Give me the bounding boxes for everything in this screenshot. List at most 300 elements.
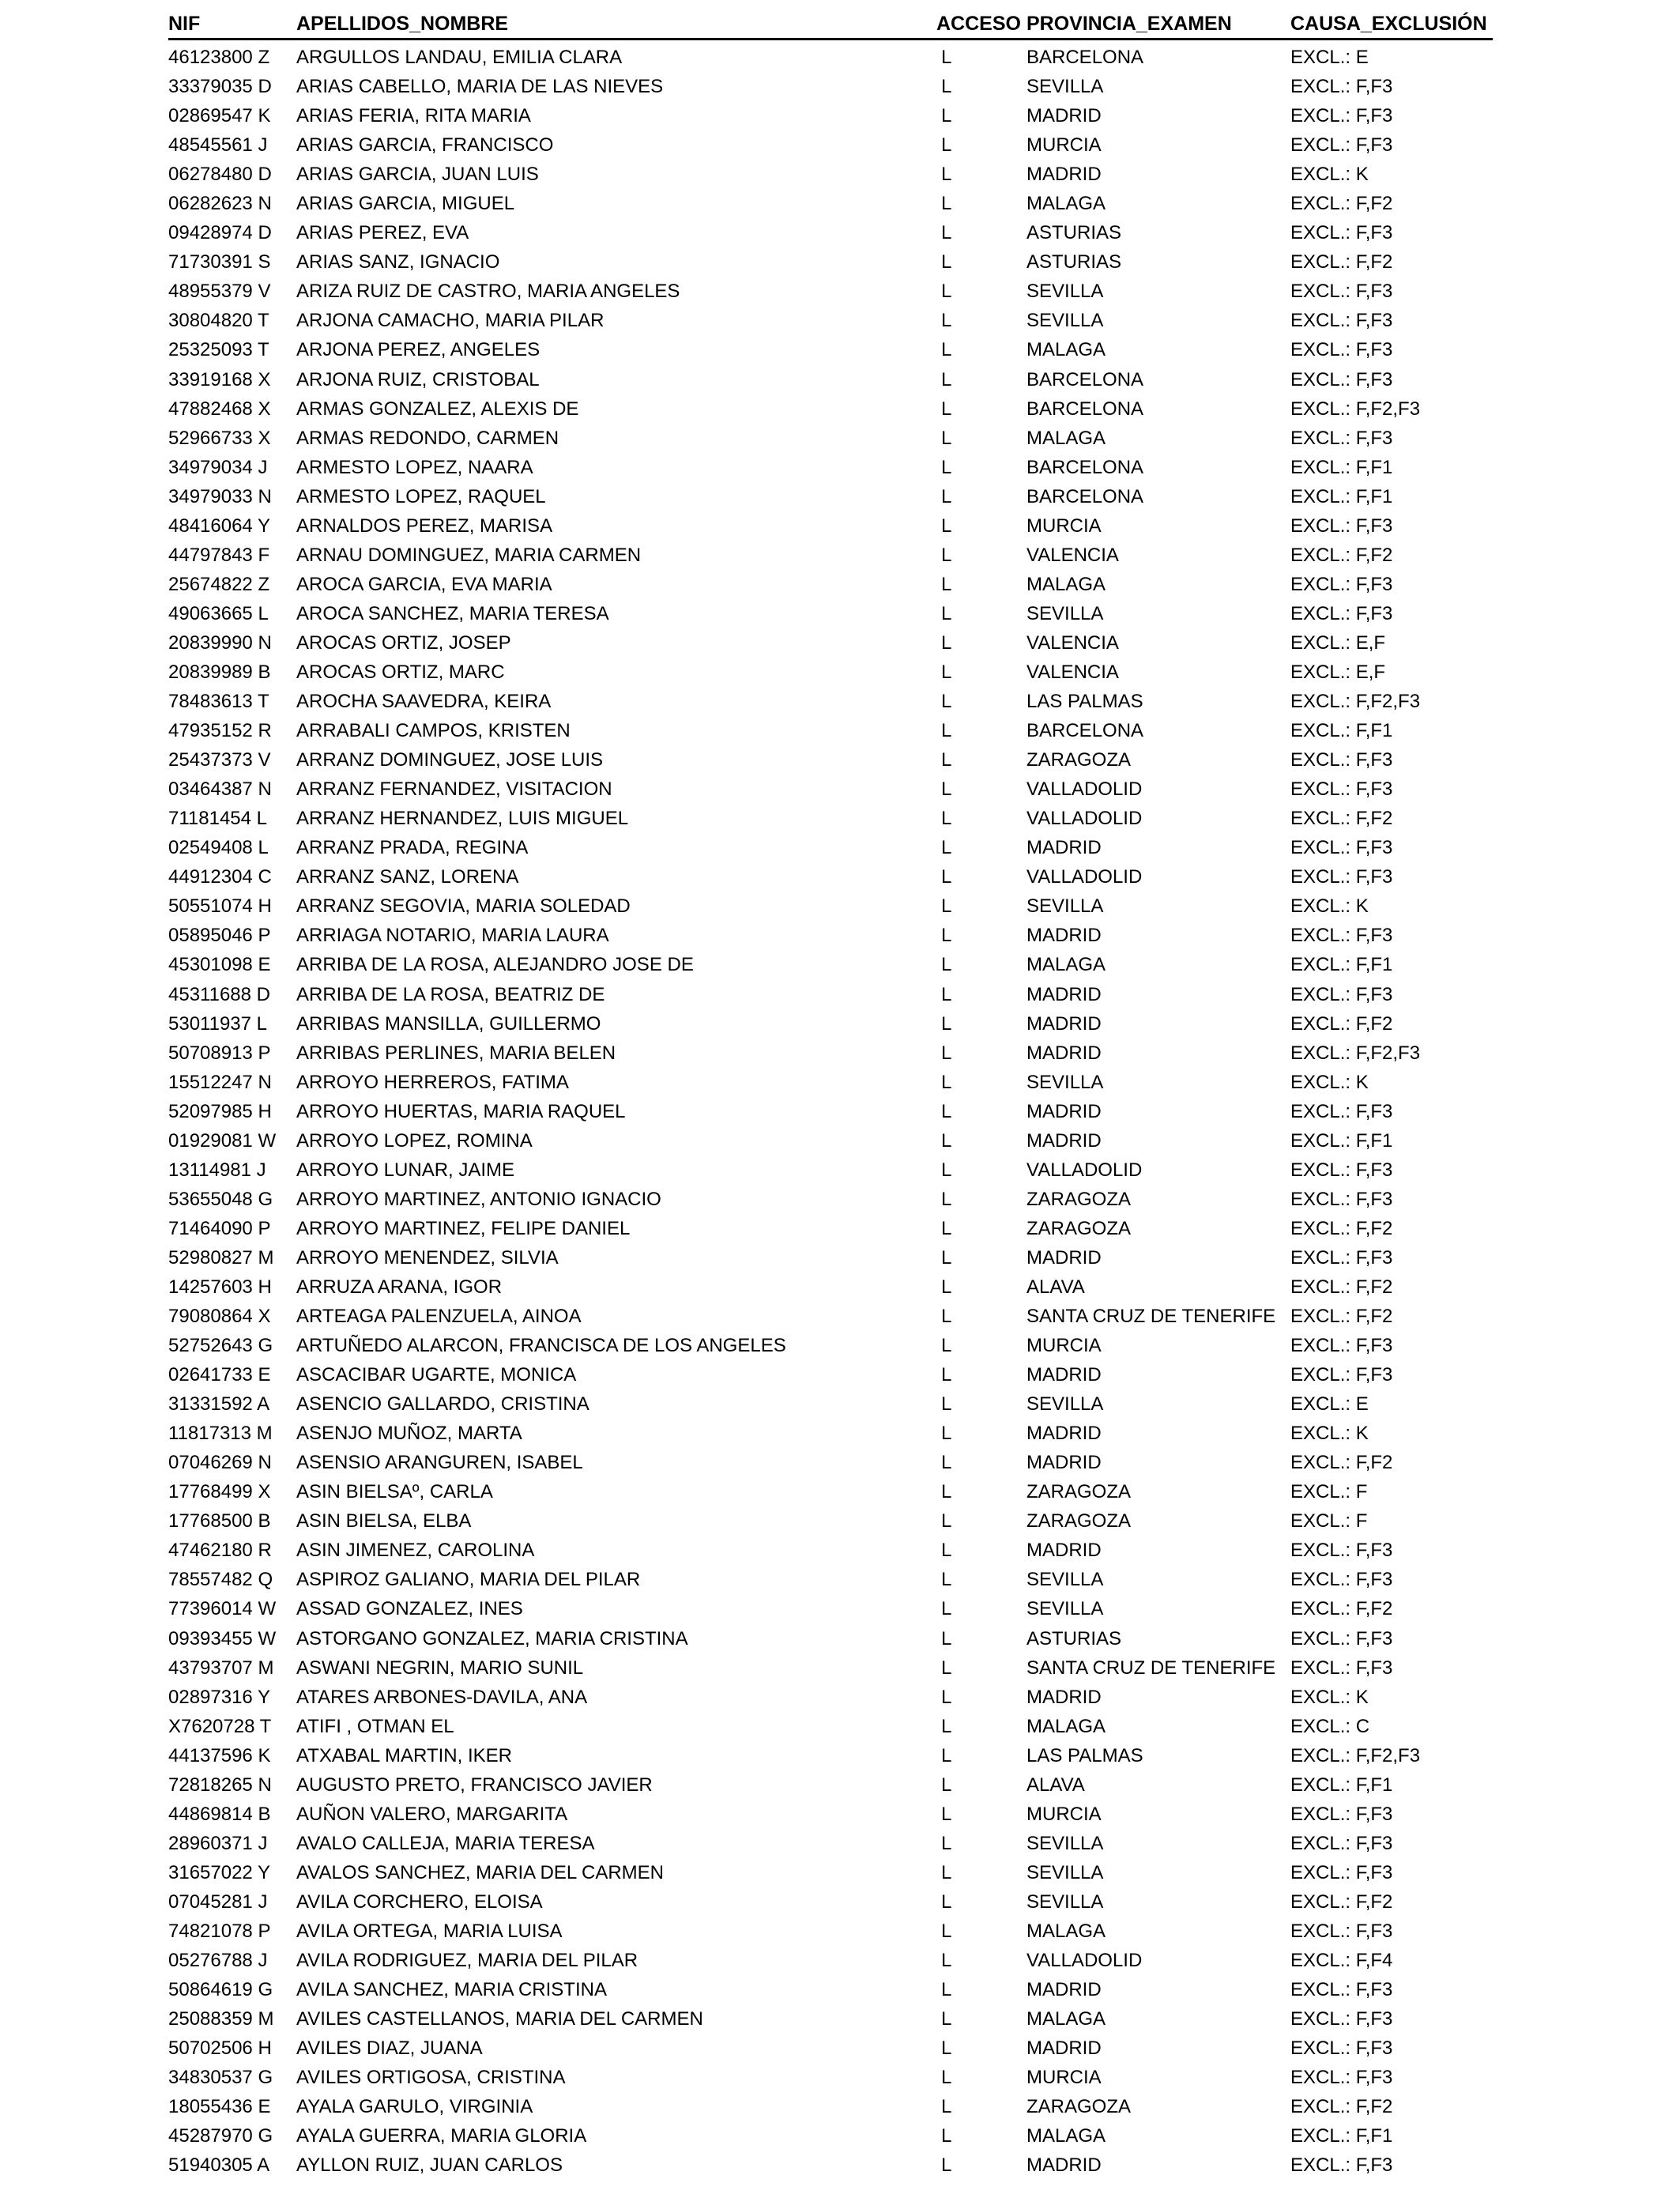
nif-cell: 45301098 E bbox=[168, 954, 271, 976]
acceso-cell: L bbox=[941, 1100, 952, 1122]
header-causa-exclusion: CAUSA_EXCLUSIÓN bbox=[1290, 13, 1487, 35]
acceso-cell: L bbox=[941, 427, 952, 449]
causa-cell: EXCL.: F,F1 bbox=[1290, 1129, 1393, 1152]
acceso-cell: L bbox=[941, 1042, 952, 1064]
name-cell: ASPIROZ GALIANO, MARIA DEL PILAR bbox=[296, 1569, 641, 1591]
causa-cell: EXCL.: F,F3 bbox=[1290, 222, 1393, 244]
acceso-cell: L bbox=[941, 1540, 952, 1562]
acceso-cell: L bbox=[941, 1129, 952, 1152]
provincia-cell: MADRID bbox=[1026, 1423, 1102, 1445]
causa-cell: EXCL.: C bbox=[1290, 1715, 1370, 1737]
acceso-cell: L bbox=[941, 837, 952, 859]
table-row bbox=[168, 921, 1493, 950]
table-row bbox=[168, 775, 1493, 804]
provincia-cell: SEVILLA bbox=[1026, 281, 1104, 303]
nif-cell: 05276788 J bbox=[168, 1950, 268, 1972]
provincia-cell: MADRID bbox=[1026, 1540, 1102, 1562]
table-row bbox=[168, 1741, 1493, 1770]
acceso-cell: L bbox=[941, 573, 952, 595]
nif-cell: 50551074 H bbox=[168, 895, 272, 918]
acceso-cell: L bbox=[941, 222, 952, 244]
table-row bbox=[168, 1302, 1493, 1331]
acceso-cell: L bbox=[941, 310, 952, 332]
causa-cell: EXCL.: F,F3 bbox=[1290, 1803, 1393, 1825]
exclusion-table bbox=[168, 9, 1493, 2180]
name-cell: ARRANZ HERNANDEZ, LUIS MIGUEL bbox=[296, 808, 629, 830]
nif-cell: 18055436 E bbox=[168, 2096, 271, 2118]
table-row bbox=[168, 1477, 1493, 1506]
causa-cell: EXCL.: F,F2,F3 bbox=[1290, 691, 1421, 713]
table-row bbox=[168, 1536, 1493, 1565]
provincia-cell: MALAGA bbox=[1026, 2008, 1106, 2030]
causa-cell: EXCL.: F,F3 bbox=[1290, 2038, 1393, 2060]
acceso-cell: L bbox=[941, 1335, 952, 1357]
causa-cell: EXCL.: F,F3 bbox=[1290, 339, 1393, 361]
name-cell: ASSAD GONZALEZ, INES bbox=[296, 1598, 523, 1620]
causa-cell: EXCL.: F,F2 bbox=[1290, 1452, 1393, 1474]
causa-cell: EXCL.: F,F3 bbox=[1290, 1979, 1393, 2001]
provincia-cell: MADRID bbox=[1026, 1042, 1102, 1064]
acceso-cell: L bbox=[941, 398, 952, 420]
name-cell: ASENCIO GALLARDO, CRISTINA bbox=[296, 1393, 590, 1416]
acceso-cell: L bbox=[941, 1774, 952, 1796]
table-row bbox=[168, 1800, 1493, 1829]
name-cell: ARIAS GARCIA, JUAN LUIS bbox=[296, 164, 539, 186]
name-cell: ARROYO HERREROS, FATIMA bbox=[296, 1071, 569, 1093]
provincia-cell: BARCELONA bbox=[1026, 368, 1144, 390]
table-row bbox=[168, 1946, 1493, 1975]
acceso-cell: L bbox=[941, 631, 952, 654]
table-row bbox=[168, 1594, 1493, 1623]
nif-cell: 71464090 P bbox=[168, 1217, 271, 1239]
acceso-cell: L bbox=[941, 1217, 952, 1239]
acceso-cell: L bbox=[941, 164, 952, 186]
table-row bbox=[168, 130, 1493, 160]
provincia-cell: BARCELONA bbox=[1026, 47, 1144, 68]
provincia-cell: MURCIA bbox=[1026, 515, 1102, 537]
provincia-cell: VALENCIA bbox=[1026, 631, 1119, 654]
provincia-cell: ZARAGOZA bbox=[1026, 1188, 1132, 1210]
table-row bbox=[168, 658, 1493, 687]
nif-cell: 49063665 L bbox=[168, 602, 269, 624]
table-row bbox=[168, 950, 1493, 979]
nif-cell: 52752643 G bbox=[168, 1335, 273, 1357]
causa-cell: EXCL.: F,F1 bbox=[1290, 2125, 1393, 2147]
nif-cell: 11817313 M bbox=[168, 1423, 273, 1445]
name-cell: ARRIBA DE LA ROSA, BEATRIZ DE bbox=[296, 983, 605, 1005]
table-row bbox=[168, 1975, 1493, 2004]
causa-cell: EXCL.: F,F3 bbox=[1290, 105, 1393, 127]
provincia-cell: SEVILLA bbox=[1026, 602, 1104, 624]
provincia-cell: VALLADOLID bbox=[1026, 808, 1143, 830]
causa-cell: EXCL.: F,F3 bbox=[1290, 310, 1393, 332]
table-row bbox=[168, 1039, 1493, 1068]
name-cell: ARRANZ PRADA, REGINA bbox=[296, 837, 529, 859]
provincia-cell: SEVILLA bbox=[1026, 895, 1104, 918]
causa-cell: EXCL.: E,F bbox=[1290, 661, 1386, 683]
nif-cell: 78483613 T bbox=[168, 691, 269, 713]
name-cell: ARROYO HUERTAS, MARIA RAQUEL bbox=[296, 1100, 626, 1122]
table-row bbox=[168, 160, 1493, 189]
name-cell: ARRIBA DE LA ROSA, ALEJANDRO JOSE DE bbox=[296, 954, 694, 976]
provincia-cell: MADRID bbox=[1026, 1129, 1102, 1152]
name-cell: ARRANZ DOMINGUEZ, JOSE LUIS bbox=[296, 749, 604, 771]
table-row bbox=[168, 1331, 1493, 1360]
table-row bbox=[168, 687, 1493, 716]
table-header bbox=[168, 9, 1493, 40]
provincia-cell: BARCELONA bbox=[1026, 456, 1144, 478]
nif-cell: 34830537 G bbox=[168, 2067, 273, 2089]
provincia-cell: MADRID bbox=[1026, 1452, 1102, 1474]
name-cell: AVALOS SANCHEZ, MARIA DEL CARMEN bbox=[296, 1861, 664, 1883]
name-cell: AROCA SANCHEZ, MARIA TERESA bbox=[296, 602, 609, 624]
nif-cell: 31657022 Y bbox=[168, 1861, 271, 1883]
acceso-cell: L bbox=[941, 1510, 952, 1532]
name-cell: AROCA GARCIA, EVA MARIA bbox=[296, 573, 552, 595]
table-row bbox=[168, 804, 1493, 833]
provincia-cell: MURCIA bbox=[1026, 1335, 1102, 1357]
acceso-cell: L bbox=[941, 2125, 952, 2147]
provincia-cell: ASTURIAS bbox=[1026, 251, 1122, 273]
provincia-cell: VALLADOLID bbox=[1026, 778, 1143, 801]
nif-cell: 20839990 N bbox=[168, 631, 272, 654]
causa-cell: EXCL.: F,F1 bbox=[1290, 1774, 1393, 1796]
acceso-cell: L bbox=[941, 1393, 952, 1416]
name-cell: ASIN BIELSA, ELBA bbox=[296, 1510, 472, 1532]
nif-cell: 06282623 N bbox=[168, 193, 272, 215]
table-row bbox=[168, 980, 1493, 1009]
provincia-cell: ALAVA bbox=[1026, 1276, 1085, 1298]
table-row bbox=[168, 189, 1493, 218]
causa-cell: EXCL.: F,F2 bbox=[1290, 2096, 1393, 2118]
nif-cell: 77396014 W bbox=[168, 1598, 277, 1620]
causa-cell: EXCL.: F,F3 bbox=[1290, 1627, 1393, 1649]
provincia-cell: MURCIA bbox=[1026, 1803, 1102, 1825]
provincia-cell: ZARAGOZA bbox=[1026, 1481, 1132, 1503]
table-row bbox=[168, 1712, 1493, 1741]
provincia-cell: MADRID bbox=[1026, 1012, 1102, 1035]
provincia-cell: MALAGA bbox=[1026, 193, 1106, 215]
acceso-cell: L bbox=[941, 1012, 952, 1035]
nif-cell: 14257603 H bbox=[168, 1276, 272, 1298]
causa-cell: EXCL.: E bbox=[1290, 47, 1369, 68]
name-cell: ARRUZA ARANA, IGOR bbox=[296, 1276, 503, 1298]
acceso-cell: L bbox=[941, 925, 952, 947]
nif-cell: 44912304 C bbox=[168, 866, 272, 888]
name-cell: ASTORGANO GONZALEZ, MARIA CRISTINA bbox=[296, 1627, 688, 1649]
name-cell: ARNALDOS PEREZ, MARISA bbox=[296, 515, 553, 537]
nif-cell: 43793707 M bbox=[168, 1657, 274, 1679]
nif-cell: 79080864 X bbox=[168, 1306, 271, 1328]
acceso-cell: L bbox=[941, 281, 952, 303]
table-row bbox=[168, 453, 1493, 482]
nif-cell: 09393455 W bbox=[168, 1627, 277, 1649]
acceso-cell: L bbox=[941, 1627, 952, 1649]
causa-cell: EXCL.: F,F2 bbox=[1290, 808, 1393, 830]
causa-cell: EXCL.: F,F2 bbox=[1290, 193, 1393, 215]
header-acceso: ACCESO bbox=[936, 13, 1021, 35]
acceso-cell: L bbox=[941, 1891, 952, 1913]
table-row bbox=[168, 43, 1493, 72]
provincia-cell: MADRID bbox=[1026, 1979, 1102, 2001]
name-cell: ATARES ARBONES-DAVILA, ANA bbox=[296, 1686, 588, 1708]
acceso-cell: L bbox=[941, 105, 952, 127]
name-cell: ATXABAL MARTIN, IKER bbox=[296, 1744, 512, 1766]
nif-cell: 48545561 J bbox=[168, 134, 268, 156]
provincia-cell: MALAGA bbox=[1026, 1715, 1106, 1737]
causa-cell: EXCL.: F,F3 bbox=[1290, 281, 1393, 303]
table-row bbox=[168, 1214, 1493, 1243]
acceso-cell: L bbox=[941, 456, 952, 478]
acceso-cell: L bbox=[941, 1188, 952, 1210]
nif-cell: 51940305 A bbox=[168, 2154, 270, 2177]
causa-cell: EXCL.: F,F3 bbox=[1290, 2008, 1393, 2030]
causa-cell: EXCL.: F,F2,F3 bbox=[1290, 1042, 1421, 1064]
nif-cell: 17768499 X bbox=[168, 1481, 271, 1503]
acceso-cell: L bbox=[941, 720, 952, 742]
causa-cell: EXCL.: F,F3 bbox=[1290, 1335, 1393, 1357]
table-row bbox=[168, 1419, 1493, 1448]
causa-cell: EXCL.: F,F2 bbox=[1290, 1012, 1393, 1035]
table-row bbox=[168, 424, 1493, 453]
name-cell: AUGUSTO PRETO, FRANCISCO JAVIER bbox=[296, 1774, 653, 1796]
name-cell: ARRANZ SANZ, LORENA bbox=[296, 866, 519, 888]
provincia-cell: MADRID bbox=[1026, 164, 1102, 186]
provincia-cell: VALENCIA bbox=[1026, 661, 1119, 683]
causa-cell: EXCL.: F,F2 bbox=[1290, 1891, 1393, 1913]
acceso-cell: L bbox=[941, 1569, 952, 1591]
nif-cell: 44869814 B bbox=[168, 1803, 271, 1825]
name-cell: ATIFI , OTMAN EL bbox=[296, 1715, 454, 1737]
name-cell: ARTEAGA PALENZUELA, AINOA bbox=[296, 1306, 582, 1328]
nif-cell: 52966733 X bbox=[168, 427, 271, 449]
nif-cell: 72818265 N bbox=[168, 1774, 272, 1796]
provincia-cell: VALLADOLID bbox=[1026, 866, 1143, 888]
provincia-cell: LAS PALMAS bbox=[1026, 691, 1143, 713]
causa-cell: EXCL.: F,F3 bbox=[1290, 76, 1393, 98]
acceso-cell: L bbox=[941, 2096, 952, 2118]
table-row bbox=[168, 72, 1493, 101]
table-row bbox=[168, 745, 1493, 775]
name-cell: AVILES DIAZ, JUANA bbox=[296, 2038, 483, 2060]
causa-cell: EXCL.: F,F1 bbox=[1290, 720, 1393, 742]
nif-cell: 47935152 R bbox=[168, 720, 272, 742]
provincia-cell: MALAGA bbox=[1026, 573, 1106, 595]
nif-cell: 06278480 D bbox=[168, 164, 272, 186]
table-row bbox=[168, 1829, 1493, 1858]
causa-cell: EXCL.: F,F3 bbox=[1290, 837, 1393, 859]
name-cell: AYALA GUERRA, MARIA GLORIA bbox=[296, 2125, 587, 2147]
nif-cell: 30804820 T bbox=[168, 310, 269, 332]
acceso-cell: L bbox=[941, 1921, 952, 1942]
nif-cell: 02641733 E bbox=[168, 1364, 271, 1386]
causa-cell: EXCL.: F,F3 bbox=[1290, 1364, 1393, 1386]
nif-cell: 50864619 G bbox=[168, 1979, 273, 2001]
name-cell: ARRIBAS PERLINES, MARIA BELEN bbox=[296, 1042, 616, 1064]
causa-cell: EXCL.: F,F2 bbox=[1290, 544, 1393, 566]
provincia-cell: SEVILLA bbox=[1026, 1832, 1104, 1854]
provincia-cell: MALAGA bbox=[1026, 427, 1106, 449]
acceso-cell: L bbox=[941, 895, 952, 918]
table-row bbox=[168, 1506, 1493, 1536]
causa-cell: EXCL.: F,F3 bbox=[1290, 2067, 1393, 2089]
nif-cell: 48416064 Y bbox=[168, 515, 271, 537]
acceso-cell: L bbox=[941, 193, 952, 215]
name-cell: AVILA RODRIGUEZ, MARIA DEL PILAR bbox=[296, 1950, 638, 1972]
provincia-cell: MADRID bbox=[1026, 983, 1102, 1005]
table-row bbox=[168, 570, 1493, 599]
name-cell: AROCAS ORTIZ, MARC bbox=[296, 661, 505, 683]
provincia-cell: SANTA CRUZ DE TENERIFE bbox=[1026, 1657, 1276, 1679]
table-row bbox=[168, 1887, 1493, 1917]
acceso-cell: L bbox=[941, 1423, 952, 1445]
nif-cell: 52097985 H bbox=[168, 1100, 272, 1122]
table-row bbox=[168, 1683, 1493, 1712]
table-row bbox=[168, 101, 1493, 130]
acceso-cell: L bbox=[941, 1832, 952, 1854]
table-row bbox=[168, 394, 1493, 424]
table-row bbox=[168, 1272, 1493, 1302]
table-row bbox=[168, 482, 1493, 511]
acceso-cell: L bbox=[941, 2008, 952, 2030]
causa-cell: EXCL.: F bbox=[1290, 1510, 1368, 1532]
causa-cell: EXCL.: F,F3 bbox=[1290, 1921, 1393, 1942]
causa-cell: EXCL.: K bbox=[1290, 164, 1369, 186]
name-cell: ARIAS GARCIA, FRANCISCO bbox=[296, 134, 554, 156]
provincia-cell: MADRID bbox=[1026, 2154, 1102, 2177]
acceso-cell: L bbox=[941, 866, 952, 888]
table-row bbox=[168, 892, 1493, 921]
name-cell: AYALA GARULO, VIRGINIA bbox=[296, 2096, 533, 2118]
acceso-cell: L bbox=[941, 1276, 952, 1298]
provincia-cell: ZARAGOZA bbox=[1026, 2096, 1132, 2118]
nif-cell: 52980827 M bbox=[168, 1246, 274, 1269]
name-cell: ARNAU DOMINGUEZ, MARIA CARMEN bbox=[296, 544, 642, 566]
provincia-cell: MURCIA bbox=[1026, 134, 1102, 156]
nif-cell: 03464387 N bbox=[168, 778, 272, 801]
acceso-cell: L bbox=[941, 954, 952, 976]
causa-cell: EXCL.: F,F3 bbox=[1290, 749, 1393, 771]
nif-cell: 46123800 Z bbox=[168, 47, 270, 68]
table-row bbox=[168, 2121, 1493, 2151]
causa-cell: EXCL.: F,F3 bbox=[1290, 515, 1393, 537]
acceso-cell: L bbox=[941, 1979, 952, 2001]
causa-cell: EXCL.: F,F3 bbox=[1290, 983, 1393, 1005]
name-cell: AYLLON RUIZ, JUAN CARLOS bbox=[296, 2154, 563, 2177]
nif-cell: 33919168 X bbox=[168, 368, 271, 390]
acceso-cell: L bbox=[941, 1159, 952, 1181]
acceso-cell: L bbox=[941, 76, 952, 98]
causa-cell: EXCL.: F,F2 bbox=[1290, 1306, 1393, 1328]
provincia-cell: MADRID bbox=[1026, 1100, 1102, 1122]
acceso-cell: L bbox=[941, 1861, 952, 1883]
causa-cell: EXCL.: F,F3 bbox=[1290, 1100, 1393, 1122]
provincia-cell: SEVILLA bbox=[1026, 310, 1104, 332]
acceso-cell: L bbox=[941, 1803, 952, 1825]
header-nif: NIF bbox=[168, 13, 201, 35]
acceso-cell: L bbox=[941, 1744, 952, 1766]
name-cell: ASCACIBAR UGARTE, MONICA bbox=[296, 1364, 577, 1386]
table-row bbox=[168, 1917, 1493, 1946]
table-row bbox=[168, 1858, 1493, 1887]
causa-cell: EXCL.: F,F3 bbox=[1290, 1657, 1393, 1679]
table-row bbox=[168, 862, 1493, 892]
provincia-cell: MALAGA bbox=[1026, 1921, 1106, 1942]
name-cell: ARMESTO LOPEZ, NAARA bbox=[296, 456, 533, 478]
table-row bbox=[168, 541, 1493, 570]
table-row bbox=[168, 1448, 1493, 1477]
acceso-cell: L bbox=[941, 2067, 952, 2089]
nif-cell: 44137596 K bbox=[168, 1744, 271, 1766]
provincia-cell: BARCELONA bbox=[1026, 398, 1144, 420]
table-row bbox=[168, 2004, 1493, 2034]
nif-cell: 02549408 L bbox=[168, 837, 269, 859]
nif-cell: 25325093 T bbox=[168, 339, 269, 361]
name-cell: ARRIAGA NOTARIO, MARIA LAURA bbox=[296, 925, 609, 947]
causa-cell: EXCL.: F,F3 bbox=[1290, 1540, 1393, 1562]
nif-cell: 31331592 A bbox=[168, 1393, 270, 1416]
nif-cell: 50702506 H bbox=[168, 2038, 272, 2060]
nif-cell: X7620728 T bbox=[168, 1715, 272, 1737]
provincia-cell: MADRID bbox=[1026, 837, 1102, 859]
nif-cell: 25674822 Z bbox=[168, 573, 270, 595]
name-cell: ASENJO MUÑOZ, MARTA bbox=[296, 1423, 522, 1445]
causa-cell: EXCL.: F,F3 bbox=[1290, 925, 1393, 947]
table-row bbox=[168, 599, 1493, 628]
name-cell: ARTUÑEDO ALARCON, FRANCISCA DE LOS ANGELES bbox=[296, 1335, 786, 1357]
causa-cell: EXCL.: F,F3 bbox=[1290, 1159, 1393, 1181]
provincia-cell: MURCIA bbox=[1026, 2067, 1102, 2089]
provincia-cell: SEVILLA bbox=[1026, 1598, 1104, 1620]
acceso-cell: L bbox=[941, 251, 952, 273]
table-row bbox=[168, 306, 1493, 335]
provincia-cell: MADRID bbox=[1026, 1686, 1102, 1708]
acceso-cell: L bbox=[941, 808, 952, 830]
acceso-cell: L bbox=[941, 661, 952, 683]
causa-cell: EXCL.: F,F2 bbox=[1290, 1217, 1393, 1239]
nif-cell: 78557482 Q bbox=[168, 1569, 273, 1591]
name-cell: ARRABALI CAMPOS, KRISTEN bbox=[296, 720, 571, 742]
name-cell: AROCHA SAAVEDRA, KEIRA bbox=[296, 691, 552, 713]
causa-cell: EXCL.: E bbox=[1290, 1393, 1369, 1416]
name-cell: ARROYO MARTINEZ, ANTONIO IGNACIO bbox=[296, 1188, 661, 1210]
nif-cell: 05895046 P bbox=[168, 925, 271, 947]
acceso-cell: L bbox=[941, 983, 952, 1005]
table-row bbox=[168, 1185, 1493, 1214]
header-apellidos-nombre: APELLIDOS_NOMBRE bbox=[296, 13, 509, 35]
causa-cell: EXCL.: F,F3 bbox=[1290, 134, 1393, 156]
provincia-cell: MADRID bbox=[1026, 2038, 1102, 2060]
provincia-cell: MADRID bbox=[1026, 105, 1102, 127]
name-cell: AVILES CASTELLANOS, MARIA DEL CARMEN bbox=[296, 2008, 703, 2030]
acceso-cell: L bbox=[941, 1686, 952, 1708]
nif-cell: 44797843 F bbox=[168, 544, 270, 566]
table-row bbox=[168, 1565, 1493, 1594]
name-cell: ARROYO MENENDEZ, SILVIA bbox=[296, 1246, 559, 1269]
nif-cell: 07046269 N bbox=[168, 1452, 272, 1474]
name-cell: ARIZA RUIZ DE CASTRO, MARIA ANGELES bbox=[296, 281, 680, 303]
name-cell: AVALO CALLEJA, MARIA TERESA bbox=[296, 1832, 595, 1854]
table-row bbox=[168, 2034, 1493, 2063]
provincia-cell: MALAGA bbox=[1026, 339, 1106, 361]
table-row bbox=[168, 1360, 1493, 1389]
provincia-cell: VALLADOLID bbox=[1026, 1159, 1143, 1181]
acceso-cell: L bbox=[941, 749, 952, 771]
name-cell: ASIN JIMENEZ, CAROLINA bbox=[296, 1540, 535, 1562]
name-cell: ARRANZ SEGOVIA, MARIA SOLEDAD bbox=[296, 895, 631, 918]
causa-cell: EXCL.: F,F3 bbox=[1290, 866, 1393, 888]
causa-cell: EXCL.: K bbox=[1290, 1686, 1369, 1708]
